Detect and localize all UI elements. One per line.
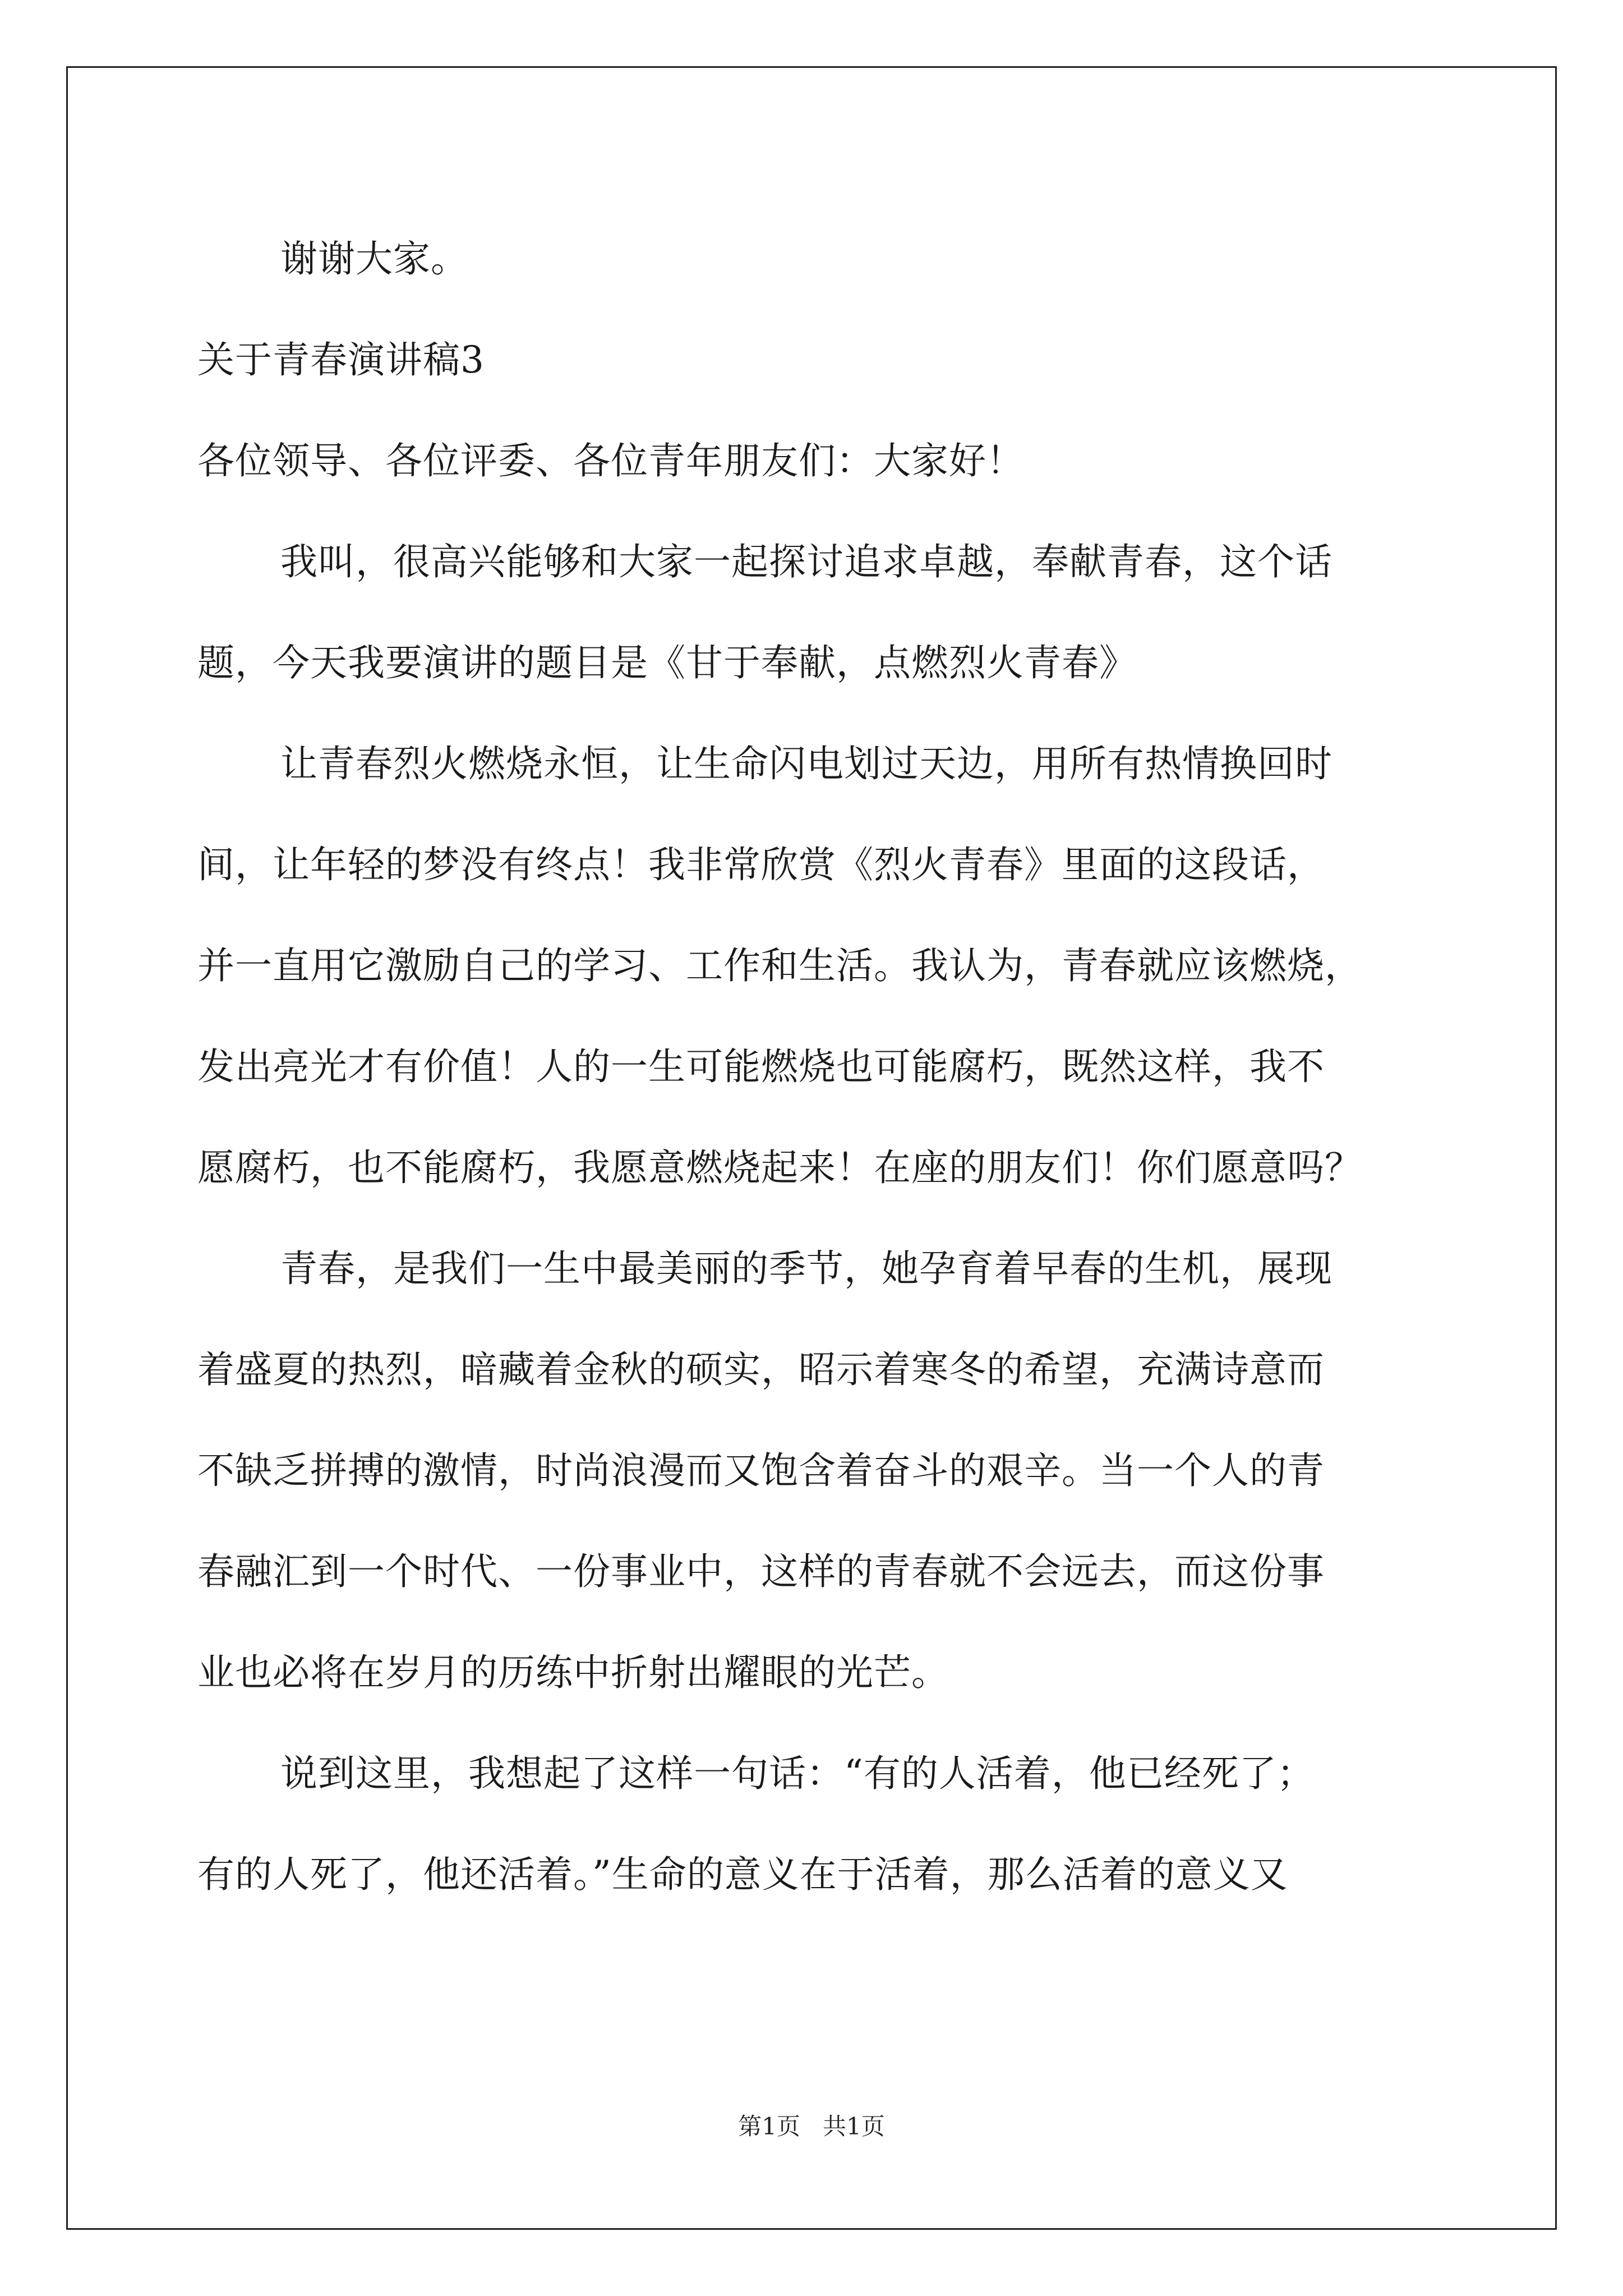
document-body <box>197 209 1437 1925</box>
page-total: 共1页 <box>823 2113 885 2140</box>
paragraph-line: 题，今天我要演讲的题目是《甘于奉献，点燃烈火青春》 <box>197 641 1137 684</box>
paragraph-line: 青春，是我们一生中最美丽的季节，她孕育着早春的生机，展现 <box>280 1247 1332 1290</box>
page-footer <box>0 2108 1623 2142</box>
page-number: 第1页 <box>738 2113 800 2140</box>
section-title: 关于青春演讲稿3 <box>197 338 485 381</box>
paragraph-line: 间，让年轻的梦没有终点！我非常欣赏《烈火青春》里面的这段话， <box>197 843 1325 886</box>
paragraph-line: 愿腐朽，也不能腐朽，我愿意燃烧起来！在座的朋友们！你们愿意吗？ <box>197 1146 1362 1189</box>
paragraph-line: 我叫，很高兴能够和大家一起探讨追求卓越，奉献青春，这个话 <box>280 540 1332 583</box>
paragraph-line: 不缺乏拼搏的激情，时尚浪漫而又饱含着奋斗的艰辛。当一个人的青 <box>197 1449 1325 1492</box>
paragraph-line: 说到这里，我想起了这样一句话：“有的人活着，他已经死了； <box>280 1752 1315 1795</box>
closing-line: 谢谢大家。 <box>280 237 468 280</box>
paragraph-line: 让青春烈火燃烧永恒，让生命闪电划过天边，用所有热情换回时 <box>280 742 1332 785</box>
paragraph-line: 并一直用它激励自己的学习、工作和生活。我认为，青春就应该燃烧， <box>197 944 1362 987</box>
paragraph-line: 着盛夏的热烈，暗藏着金秋的硕实，昭示着寒冬的希望，充满诗意而 <box>197 1348 1325 1391</box>
salutation: 各位领导、各位评委、各位青年朋友们：大家好！ <box>197 439 1024 482</box>
paragraph-line: 业也必将在岁月的历练中折射出耀眼的光芒。 <box>197 1651 949 1694</box>
paragraph-line: 有的人死了，他还活着。”生命的意义在于活着，那么活着的意义又 <box>197 1853 1288 1896</box>
paragraph-line: 春融汇到一个时代、一份事业中，这样的青春就不会远去，而这份事 <box>197 1550 1325 1593</box>
paragraph-line: 发出亮光才有价值！人的一生可能燃烧也可能腐朽，既然这样，我不 <box>197 1045 1325 1088</box>
